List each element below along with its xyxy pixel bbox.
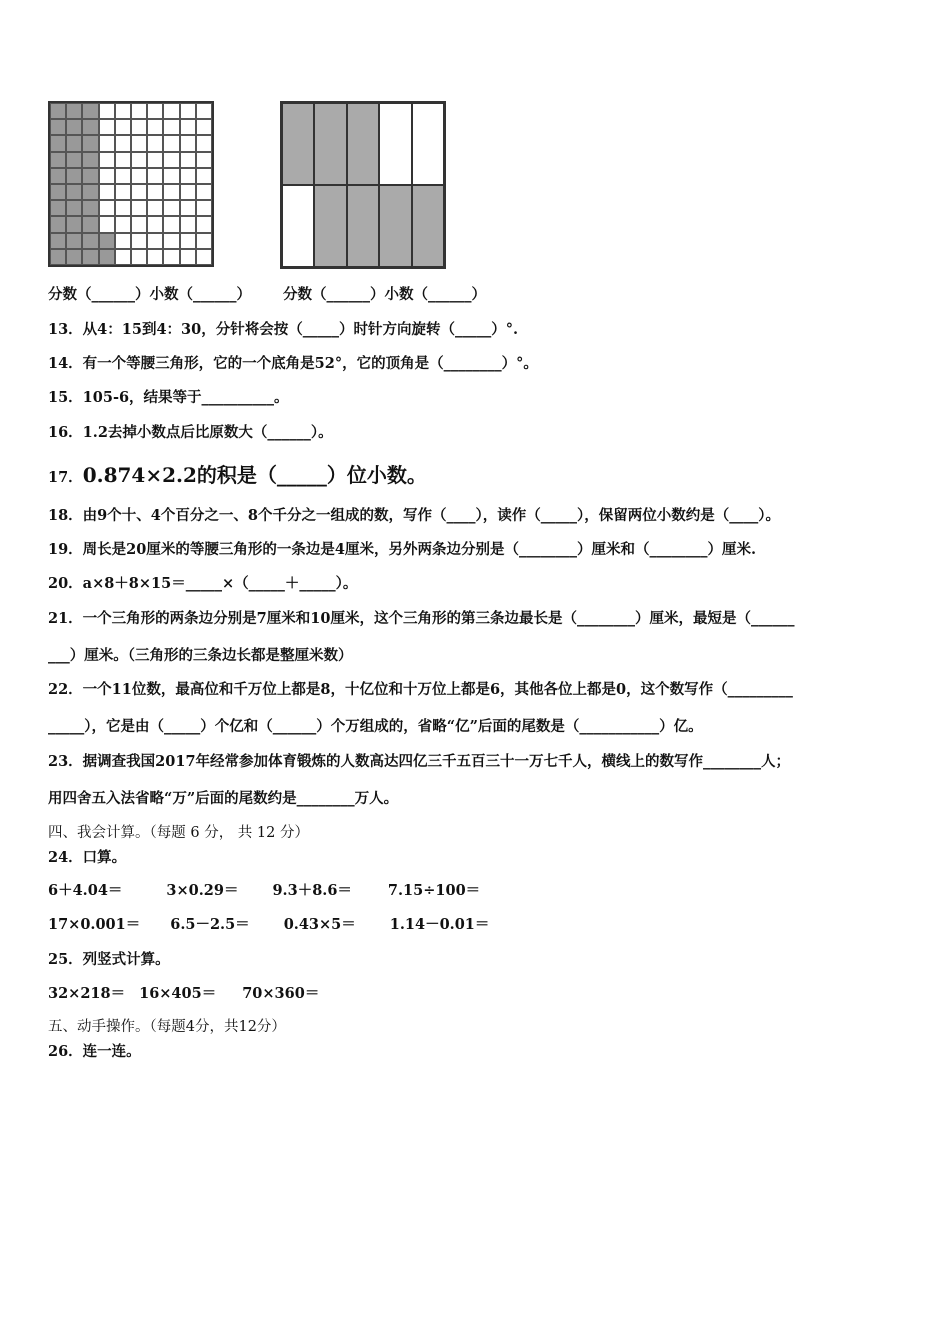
grid-cell-shaded	[99, 249, 115, 265]
rect-cell-shaded	[379, 185, 411, 267]
vertical-calc-row	[48, 984, 319, 1004]
grid-cell-shaded	[82, 200, 98, 216]
grid-cell-shaded	[66, 103, 82, 119]
grid-cell-shaded	[50, 168, 66, 184]
rect-cell-shaded	[314, 185, 346, 267]
calc-item: 32×218＝	[48, 985, 126, 1002]
grid-cell	[99, 184, 115, 200]
grid-cell	[147, 216, 163, 232]
oral-calc-row-2	[48, 915, 489, 935]
grid-cell-shaded	[66, 135, 82, 151]
grid-cell-shaded	[82, 152, 98, 168]
grid-cell	[147, 152, 163, 168]
grid-cell-shaded	[50, 103, 66, 119]
calc-item: 6＋4.04＝	[48, 882, 123, 899]
grid-cell	[163, 119, 179, 135]
question-20: 20．a×8＋8×15＝_____×（_____＋_____）。	[48, 575, 358, 592]
grid-cell	[147, 119, 163, 135]
grid-cell-shaded	[66, 168, 82, 184]
question-15: 15．105-6，结果等于__________。	[48, 389, 289, 406]
grid-cell-shaded	[50, 135, 66, 151]
question-16: 16．1.2去掉小数点后比原数大（______）。	[48, 424, 333, 441]
grid-cell	[131, 103, 147, 119]
grid-cell	[115, 233, 131, 249]
question-25: 25．列竖式计算。	[48, 951, 170, 968]
grid-cell	[163, 168, 179, 184]
grid-cell	[131, 249, 147, 265]
grid-cell	[99, 119, 115, 135]
grid-cell	[147, 103, 163, 119]
rect-cell-shaded	[314, 103, 346, 185]
calc-item: 7.15÷100＝	[387, 882, 481, 899]
grid-cell	[196, 103, 212, 119]
grid-cell	[147, 135, 163, 151]
grid-cell	[163, 135, 179, 151]
grid-cell-shaded	[50, 249, 66, 265]
grid-cell-shaded	[66, 249, 82, 265]
grid-cell	[131, 135, 147, 151]
grid-cell	[180, 152, 196, 168]
grid-cell	[131, 216, 147, 232]
grid-cell	[131, 200, 147, 216]
grid-cell	[99, 168, 115, 184]
grid-cell	[196, 119, 212, 135]
grid-cell	[180, 184, 196, 200]
grid-cell	[115, 103, 131, 119]
question-19: 19．周长是20厘米的等腰三角形的一条边是4厘米，另外两条边分别是（________）厘米和（________）厘米.	[48, 541, 756, 558]
grid-cell	[115, 249, 131, 265]
grid-cell	[196, 168, 212, 184]
rect-cell-shaded	[282, 103, 314, 185]
grid-cell	[196, 184, 212, 200]
grid-cell-shaded	[66, 184, 82, 200]
hundred-grid-figure	[48, 101, 214, 267]
rect-cell	[412, 103, 444, 185]
grid-cell	[147, 249, 163, 265]
grid-cell	[163, 152, 179, 168]
grid-cell	[131, 184, 147, 200]
grid-cell	[147, 184, 163, 200]
grid-cell	[180, 119, 196, 135]
caption-left: 分数（______）小数（______）	[48, 286, 251, 303]
grid-cell	[147, 168, 163, 184]
caption-right: 分数（______）小数（______）	[283, 286, 486, 303]
question-21-line-1: 21．一个三角形的两条边分别是7厘米和10厘米，这个三角形的第三条边最长是（________）厘米，最短是（______	[48, 610, 795, 627]
grid-cell	[180, 249, 196, 265]
grid-cell-shaded	[82, 168, 98, 184]
grid-cell	[131, 119, 147, 135]
calc-item: 3×0.29＝	[166, 882, 239, 899]
grid-cell-shaded	[50, 200, 66, 216]
grid-cell-shaded	[66, 233, 82, 249]
grid-cell	[180, 200, 196, 216]
grid-cell-shaded	[66, 152, 82, 168]
grid-cell-shaded	[66, 216, 82, 232]
grid-cell-shaded	[50, 119, 66, 135]
grid-cell	[180, 216, 196, 232]
grid-cell	[180, 103, 196, 119]
grid-cell	[115, 135, 131, 151]
calc-item: 6.5－2.5＝	[170, 916, 250, 933]
grid-cell	[131, 233, 147, 249]
question-23-line-2: 用四舍五入法省略“万”后面的尾数约是________万人。	[48, 790, 399, 807]
grid-cell-shaded	[82, 103, 98, 119]
grid-cell	[163, 216, 179, 232]
rect-cell-shaded	[347, 185, 379, 267]
grid-cell	[115, 216, 131, 232]
grid-cell-shaded	[82, 135, 98, 151]
figure-captions	[48, 285, 486, 305]
grid-cell	[115, 168, 131, 184]
grid-cell	[99, 216, 115, 232]
grid-cell	[196, 135, 212, 151]
grid-cell-shaded	[50, 233, 66, 249]
grid-cell	[180, 233, 196, 249]
grid-cell	[99, 135, 115, 151]
question-17-number: 17．	[48, 469, 83, 486]
question-26: 26．连一连。	[48, 1043, 141, 1060]
grid-cell	[99, 200, 115, 216]
calc-item: 17×0.001＝	[48, 916, 141, 933]
rect-cell	[282, 185, 314, 267]
grid-cell	[163, 200, 179, 216]
grid-cell	[180, 168, 196, 184]
question-22-line-1: 22．一个11位数，最高位和千万位上都是8，十亿位和十万位上都是6，其他各位上都是0，这个数写作（_________	[48, 681, 793, 698]
grid-cell-shaded	[82, 249, 98, 265]
grid-cell	[163, 233, 179, 249]
grid-cell-shaded	[50, 152, 66, 168]
calc-item: 9.3＋8.6＝	[272, 882, 352, 899]
grid-cell	[147, 233, 163, 249]
section-5-title: 五、动手操作。（每题4分，共12分）	[48, 1019, 286, 1035]
grid-cell	[196, 152, 212, 168]
question-17-text: 0.874×2.2的积是（_____）位小数。	[82, 463, 427, 487]
calc-item: 16×405＝	[139, 985, 217, 1002]
grid-cell-shaded	[82, 216, 98, 232]
grid-cell	[115, 119, 131, 135]
grid-cell-shaded	[66, 119, 82, 135]
section-4-title: 四、我会计算。（每题 6 分， 共 12 分）	[48, 825, 309, 841]
question-17	[48, 465, 427, 488]
grid-cell-shaded	[50, 184, 66, 200]
grid-cell	[115, 184, 131, 200]
grid-cell	[163, 249, 179, 265]
grid-cell	[147, 200, 163, 216]
question-14: 14．有一个等腰三角形，它的一个底角是52°，它的顶角是（________）°。	[48, 355, 538, 372]
calc-item: 70×360＝	[242, 985, 320, 1002]
question-24: 24．口算。	[48, 849, 127, 866]
grid-cell-shaded	[50, 216, 66, 232]
grid-cell-shaded	[99, 233, 115, 249]
grid-cell	[196, 200, 212, 216]
grid-cell	[180, 135, 196, 151]
grid-cell	[196, 233, 212, 249]
grid-cell	[131, 168, 147, 184]
question-22-line-2: _____），它是由（_____）个亿和（______）个万组成的，省略“亿”后面的尾数是（___________）亿。	[48, 718, 703, 735]
grid-cell	[196, 249, 212, 265]
question-23-line-1: 23．据调查我国2017年经常参加体育锻炼的人数高达四亿三千五百三十一万七千人，横线上的数写作________人；	[48, 753, 791, 770]
question-18: 18．由9个十、4个百分之一、8个千分之一组成的数，写作（____），读作（_____），保留两位小数约是（____）。	[48, 507, 780, 524]
grid-cell	[196, 216, 212, 232]
grid-cell-shaded	[82, 119, 98, 135]
calc-item: 0.43×5＝	[283, 916, 356, 933]
rect-cell-shaded	[412, 185, 444, 267]
question-13: 13．从4：15到4：30，分针将会按（_____）时针方向旋转（_____）°.	[48, 321, 519, 338]
grid-cell-shaded	[82, 233, 98, 249]
grid-cell	[131, 152, 147, 168]
oral-calc-row-1	[48, 881, 480, 901]
grid-cell	[115, 200, 131, 216]
grid-cell	[115, 152, 131, 168]
grid-cell	[99, 152, 115, 168]
grid-cell-shaded	[66, 200, 82, 216]
question-21-line-2: ___）厘米。（三角形的三条边长都是整厘米数）	[48, 647, 353, 664]
rect-cell	[379, 103, 411, 185]
grid-cell	[163, 184, 179, 200]
grid-cell-shaded	[82, 184, 98, 200]
grid-cell	[99, 103, 115, 119]
rect-cell-shaded	[347, 103, 379, 185]
calc-item: 1.14－0.01＝	[389, 916, 490, 933]
grid-cell	[163, 103, 179, 119]
ten-rectangles-figure	[280, 101, 446, 269]
